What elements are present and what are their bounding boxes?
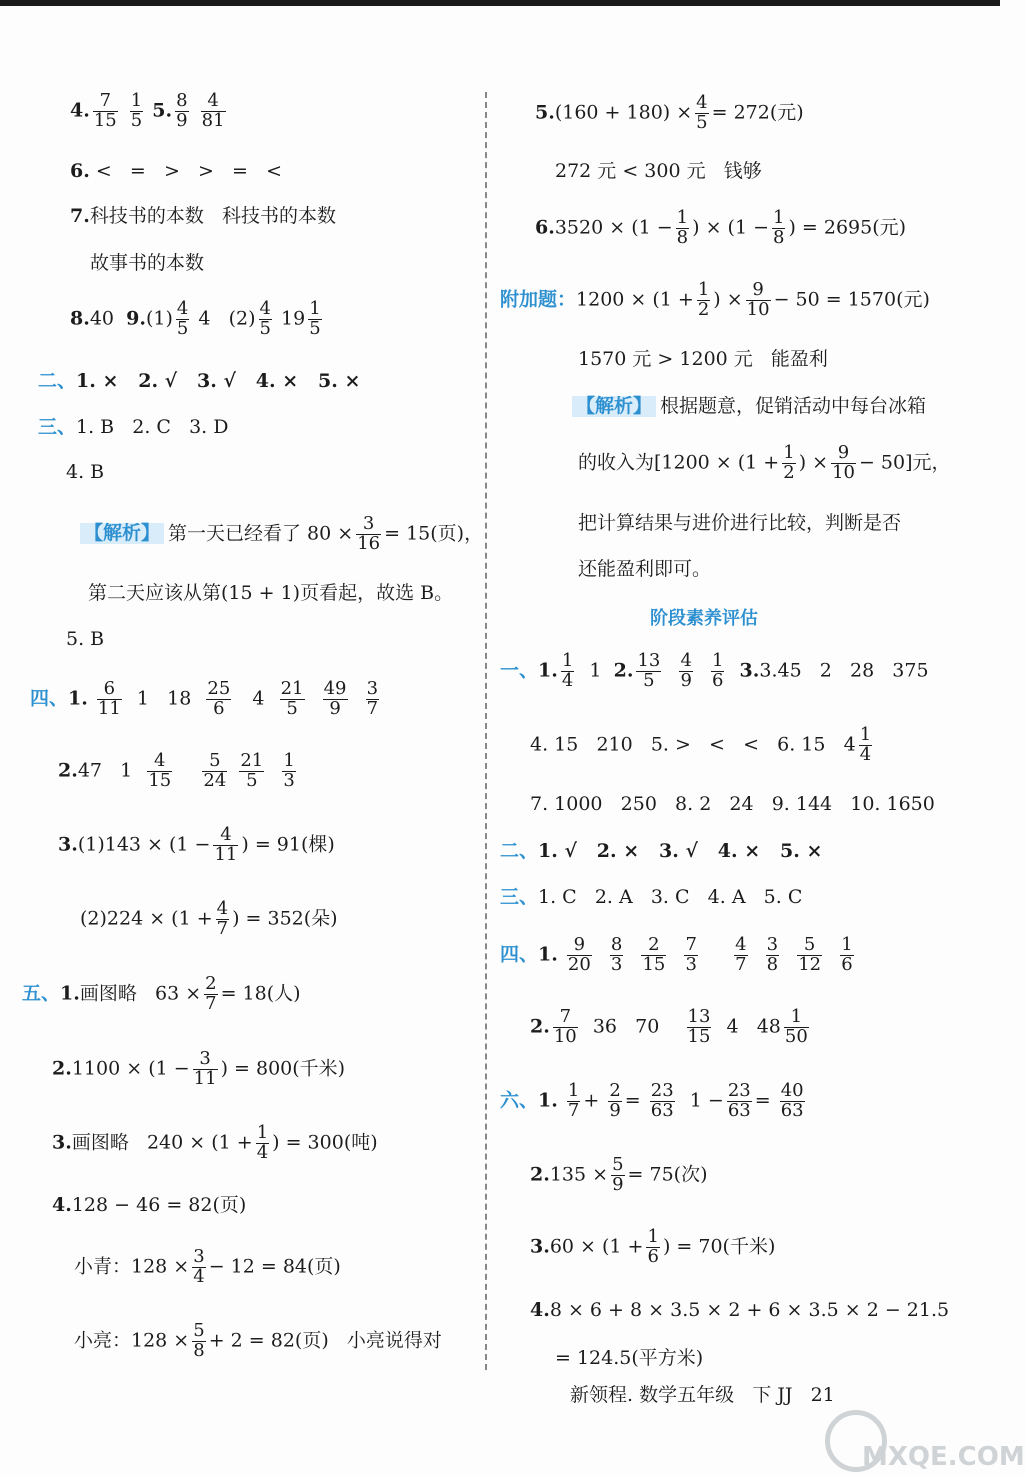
answer-line: 2.1100 × (1 − $\frac{3}{11}$ ) = 800(千米) [52,1048,346,1089]
answer-line: 1570 元 > 1200 元 能盈利 [578,348,828,370]
analysis-line: 【解析】 根据题意，促销活动中每台冰箱 [572,396,926,417]
answer-line: 四、1. $\frac{9}{20}$ $\frac{8}{3}$ $\frac{2}{15}$ $\frac{7}{3}$ $\frac{4}{7}$ $\frac{3}{8}$ $\frac{5}{12}$ $\frac{1}{6}$ [500,934,853,975]
watermark-text: MXQE.COM [862,1442,1025,1472]
answer-line: 4. 15 210 5. > < < 6. 15 4 $\frac{1}{4}$ [530,724,872,765]
answer-line: 4. B [66,461,105,483]
answer-line: 4.128 − 46 = 82(页) [52,1194,247,1216]
answer-line: 四、1. $\frac{6}{11}$ 1 18 $\frac{25}{6}$ 4 $\frac{21}{5}$ $\frac{49}{9}$ $\frac{3}{7}$ [30,678,379,719]
answer-line: 272 元 < 300 元 钱够 [555,160,762,182]
analysis-line: 【解析】 第一天已经看了 80 × $\frac{3}{16}$ = 15(页)， [80,515,483,554]
answer-line: 三、1. C 2. A 3. C 4. A 5. C [500,886,803,908]
answer-line: 4.8 × 6 + 8 × 3.5 × 2 + 6 × 3.5 × 2 − 21.5 [530,1299,950,1321]
answer-line: 2. $\frac{7}{10}$ 36 70 $\frac{13}{15}$ 4 48 $\frac{1}{50}$ [530,1006,808,1047]
answer-line: 2.47 1 $\frac{4}{15}$ $\frac{5}{24}$ $\frac{21}{5}$ $\frac{1}{3}$ [58,750,295,791]
answer-line: 二、1. × 2. √ 3. √ 4. × 5. × [38,370,361,392]
answer-line: 6. < = > > = < [70,160,283,182]
section-title: 阶段素养评估 [650,608,758,629]
bonus-line: 附加题：1200 × (1 + $\frac{1}{2}$ ) × $\frac{9}{10}$ − 50 = 1570(元) [500,279,930,320]
answer-line: 三、1. B 2. C 3. D [38,416,229,438]
answer-line: 5. B [66,628,105,650]
answer-line: 小青：128 × $\frac{3}{4}$ − 12 = 84(页) [74,1246,341,1287]
answer-line: 2.135 × $\frac{5}{9}$ = 75(次) [530,1154,708,1195]
answer-line: 3.(1)143 × (1 − $\frac{4}{11}$ ) = 91(棵) [58,824,335,865]
answer-line: 故事书的本数 [90,252,205,274]
page-footer: 新领程. 数学五年级 下 JJ 21 [570,1384,835,1406]
answer-line: 6.3520 × (1 − $\frac{1}{8}$ ) × (1 − $\frac{1}{8}$ ) = 2695(元) [535,207,907,248]
answer-line: 3.画图略 240 × (1 + $\frac{1}{4}$ ) = 300(吨) [52,1122,378,1163]
answer-line: 4. $\frac{7}{15}$ $\frac{1}{5}$ 5. $\frac{8}{9}$ $\frac{4}{81}$ [70,90,225,131]
column-divider [485,92,487,1370]
answer-line: 8.40 9.(1) $\frac{4}{5}$ 4 (2) $\frac{4}{5}$ 19 $\frac{1}{5}$ [70,298,321,339]
analysis-line: 第二天应该从第(15 + 1)页看起，故选 B。 [88,582,454,604]
answer-line: 7.科技书的本数 科技书的本数 [70,205,336,227]
answer-line: (2)224 × (1 + $\frac{4}{7}$ ) = 352(朵) [80,898,338,939]
answer-line: 7. 1000 250 8. 2 24 9. 144 10. 1650 [530,793,935,815]
answer-line: = 124.5(平方米) [555,1347,704,1369]
analysis-line: 还能盈利即可。 [578,558,712,580]
answer-line: 3.60 × (1 + $\frac{1}{6}$ ) = 70(千米) [530,1226,776,1267]
answer-line: 5.(160 + 180) × $\frac{4}{5}$ = 272(元) [535,92,804,133]
analysis-line: 的收入为[1200 × (1 + $\frac{1}{2}$ ) × $\frac{9}{10}$ − 50]元， [578,442,951,483]
answer-line: 一、1. $\frac{1}{4}$ 1 2. $\frac{13}{5}$ $\frac{4}{9}$ $\frac{1}{6}$ 3.3.45 2 28 375 [500,650,929,691]
answer-line: 二、1. √ 2. × 3. √ 4. × 5. × [500,840,823,862]
answer-line: 五、1.画图略 63 × $\frac{2}{7}$ = 18(人) [22,973,301,1014]
top-edge-bar [0,0,1000,6]
answer-line: 六、1. $\frac{1}{7}$ + $\frac{2}{9}$ = $\frac{23}{63}$ 1 − $\frac{23}{63}$ = $\frac{40}{63}$ [500,1080,804,1121]
answer-line: 小亮：128 × $\frac{5}{8}$ + 2 = 82(页) 小亮说得对 [74,1320,442,1361]
analysis-line: 把计算结果与进价进行比较，判断是否 [578,512,902,534]
